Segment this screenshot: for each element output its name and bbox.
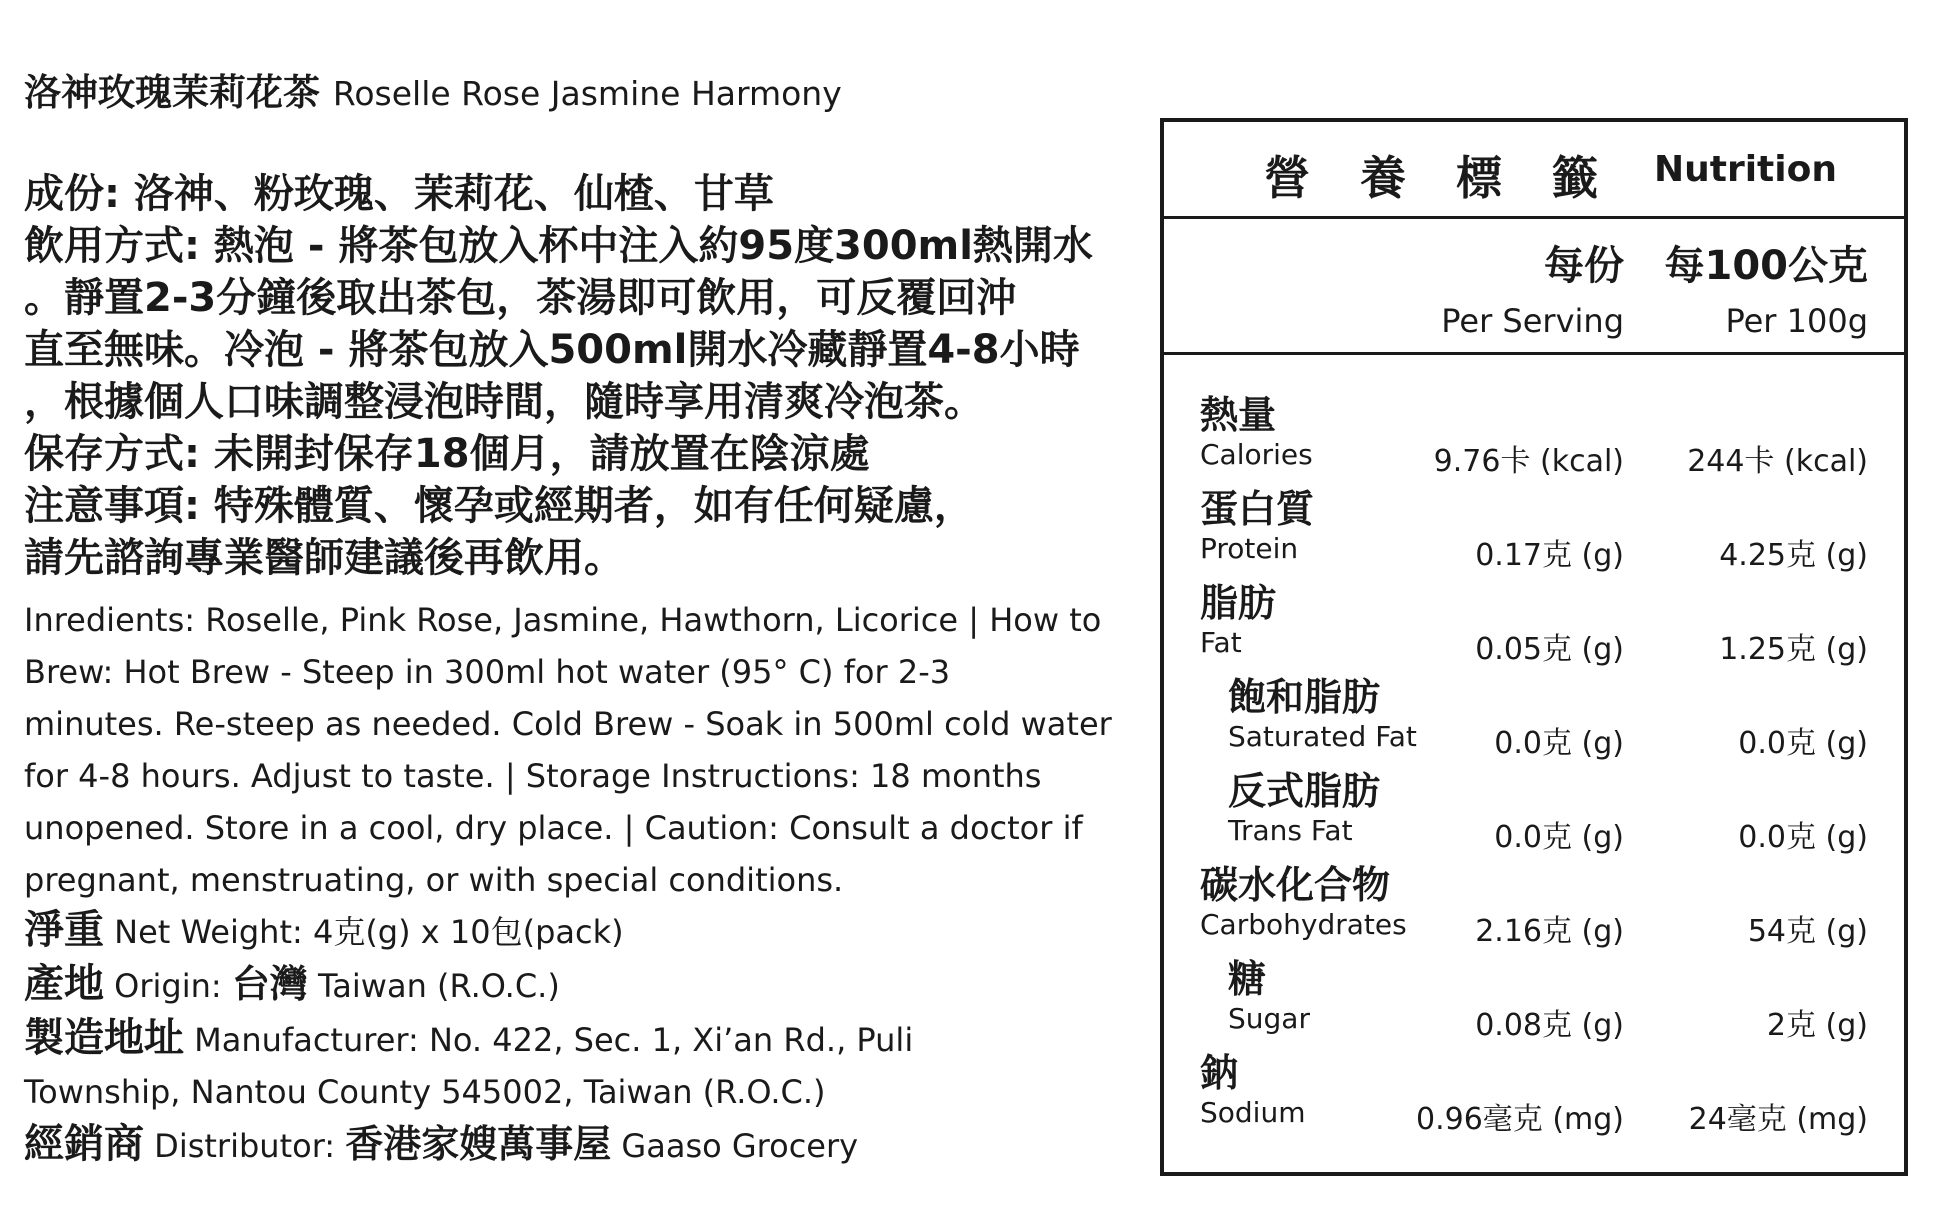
distributor-value-zh: 香港家嫂萬事屋: [345, 1122, 612, 1166]
english-description: [24, 594, 1134, 906]
nutrition-row-calories: [1164, 384, 1904, 480]
distributor-label: Distributor:: [144, 1127, 346, 1165]
zh-line: 飲用方式: 熱泡 - 將茶包放入杯中注入約95度300ml熱開水: [24, 223, 1093, 269]
value-per-100g: 0.0克 (g): [1738, 726, 1868, 761]
product-title-zh: 洛神玫瑰茉莉花茶: [24, 71, 320, 114]
en-line: Brew: Hot Brew - Steep in 300ml hot water (95° C) for 2-3: [24, 653, 951, 691]
value-per-serving: 0.08克 (g): [1475, 1008, 1624, 1043]
origin-label: Origin:: [104, 967, 232, 1005]
net-weight: [24, 904, 1134, 958]
manufacturer-line2: Township, Nantou County 545002, Taiwan (R.O.C.): [24, 1073, 826, 1111]
zh-line: 請先諮詢專業醫師建議後再飲用。: [24, 535, 624, 581]
nutrient-name-zh: 反式脂肪: [1228, 769, 1381, 813]
value-per-100g: 0.0克 (g): [1738, 820, 1868, 855]
nutrient-name-zh: 熱量: [1200, 393, 1277, 437]
nutrition-heading-en: Nutrition: [1654, 149, 1837, 190]
nutrient-name-zh: 蛋白質: [1200, 487, 1315, 531]
distributor-value-en: Gaaso Grocery: [611, 1127, 859, 1165]
manufacturer-line1: Manufacturer: No. 422, Sec. 1, Xi’an Rd., Puli: [184, 1021, 914, 1059]
nutrition-row-fat: [1164, 572, 1904, 668]
origin-value-en: Taiwan (R.O.C.): [307, 967, 560, 1005]
nutrient-name-zh: 鈉: [1200, 1051, 1239, 1095]
col-per-serving-zh: 每份: [1544, 243, 1624, 289]
nutrition-header: [1164, 122, 1904, 219]
zh-line: ，根據個人口味調整浸泡時間，隨時享用清爽冷泡茶。: [24, 379, 984, 425]
nutrition-row-protein: [1164, 478, 1904, 574]
product-title: [24, 62, 842, 116]
value-per-100g: 4.25克 (g): [1719, 538, 1868, 573]
nutrient-name-zh: 脂肪: [1200, 581, 1277, 625]
value-per-serving: 0.0克 (g): [1494, 726, 1624, 761]
nutrition-row-sugar: [1164, 948, 1904, 1044]
nutrient-name-zh: 飽和脂肪: [1228, 675, 1381, 719]
distributor-zh: 經銷商: [24, 1121, 144, 1167]
col-per-serving-en: Per Serving: [1441, 302, 1624, 340]
value-per-serving: 2.16克 (g): [1475, 914, 1624, 949]
value-per-100g: 244卡 (kcal): [1687, 444, 1868, 479]
net-weight-text: Net Weight: 4克(g) x 10包(pack): [104, 913, 624, 951]
value-per-100g: 24毫克 (mg): [1688, 1102, 1868, 1137]
origin-zh: 產地: [24, 961, 104, 1007]
nutrient-name-en: Calories: [1200, 438, 1313, 471]
origin-value-zh: 台灣: [231, 962, 308, 1006]
nutrient-name-en: Sodium: [1200, 1096, 1306, 1129]
nutrient-name-zh: 碳水化合物: [1200, 863, 1391, 907]
nutrition-label: [1160, 118, 1908, 1176]
nutrient-name-en: Carbohydrates: [1200, 908, 1407, 941]
zh-line: 直至無味。冷泡 - 將茶包放入500ml開水冷藏靜置4-8小時: [24, 327, 1080, 373]
col-per-100g-zh: 每100公克: [1664, 243, 1868, 289]
col-per-100g-en: Per 100g: [1725, 302, 1868, 340]
en-line: minutes. Re-steep as needed. Cold Brew - Soak in 500ml cold water: [24, 705, 1112, 743]
en-line: unopened. Store in a cool, dry place. | Caution: Consult a doctor if: [24, 809, 1083, 847]
nutrition-row-trans-fat: [1164, 760, 1904, 856]
nutrient-name-en: Sugar: [1228, 1002, 1310, 1035]
nutrition-heading-zh: 營養標籤: [1264, 151, 1648, 205]
chinese-description: [24, 168, 1134, 584]
value-per-serving: 0.0克 (g): [1494, 820, 1624, 855]
value-per-serving: 0.17克 (g): [1475, 538, 1624, 573]
nutrient-name-zh: 糖: [1228, 957, 1267, 1001]
value-per-serving: 9.76卡 (kcal): [1433, 444, 1624, 479]
nutrition-row-saturated-fat: [1164, 666, 1904, 762]
manufacturer: [24, 1012, 1134, 1066]
zh-line: 保存方式: 未開封保存18個月，請放置在陰涼處: [24, 431, 870, 477]
nutrient-name-en: Trans Fat: [1228, 814, 1353, 847]
product-title-en: Roselle Rose Jasmine Harmony: [332, 74, 842, 113]
nutrition-row-sodium: [1164, 1042, 1904, 1138]
product-meta: [24, 904, 1134, 1172]
en-line: Inredients: Roselle, Pink Rose, Jasmine, Hawthorn, Licorice | How to: [24, 601, 1102, 639]
origin: [24, 958, 1134, 1012]
nutrition-column-headers: [1164, 216, 1904, 355]
distributor: [24, 1118, 1134, 1172]
zh-line: 注意事項: 特殊體質、懷孕或經期者，如有任何疑慮，: [24, 483, 974, 529]
value-per-serving: 0.05克 (g): [1475, 632, 1624, 667]
manufacturer-zh: 製造地址: [24, 1015, 184, 1061]
nutrition-row-carbohydrates: [1164, 854, 1904, 950]
nutrient-name-en: Fat: [1200, 626, 1242, 659]
nutrient-name-en: Saturated Fat: [1228, 720, 1417, 753]
nutrient-name-en: Protein: [1200, 532, 1299, 565]
value-per-100g: 1.25克 (g): [1719, 632, 1868, 667]
en-line: pregnant, menstruating, or with special conditions.: [24, 861, 844, 899]
net-weight-zh: 淨重: [24, 907, 104, 953]
value-per-100g: 2克 (g): [1766, 1008, 1868, 1043]
en-line: for 4-8 hours. Adjust to taste. | Storage Instructions: 18 months: [24, 757, 1042, 795]
value-per-100g: 54克 (g): [1747, 914, 1868, 949]
zh-line: 成份: 洛神、粉玫瑰、茉莉花、仙楂、甘草: [24, 171, 774, 217]
zh-line: 。靜置2-3分鐘後取出茶包，茶湯即可飲用，可反覆回沖: [24, 275, 1017, 321]
value-per-serving: 0.96毫克 (mg): [1415, 1102, 1624, 1137]
